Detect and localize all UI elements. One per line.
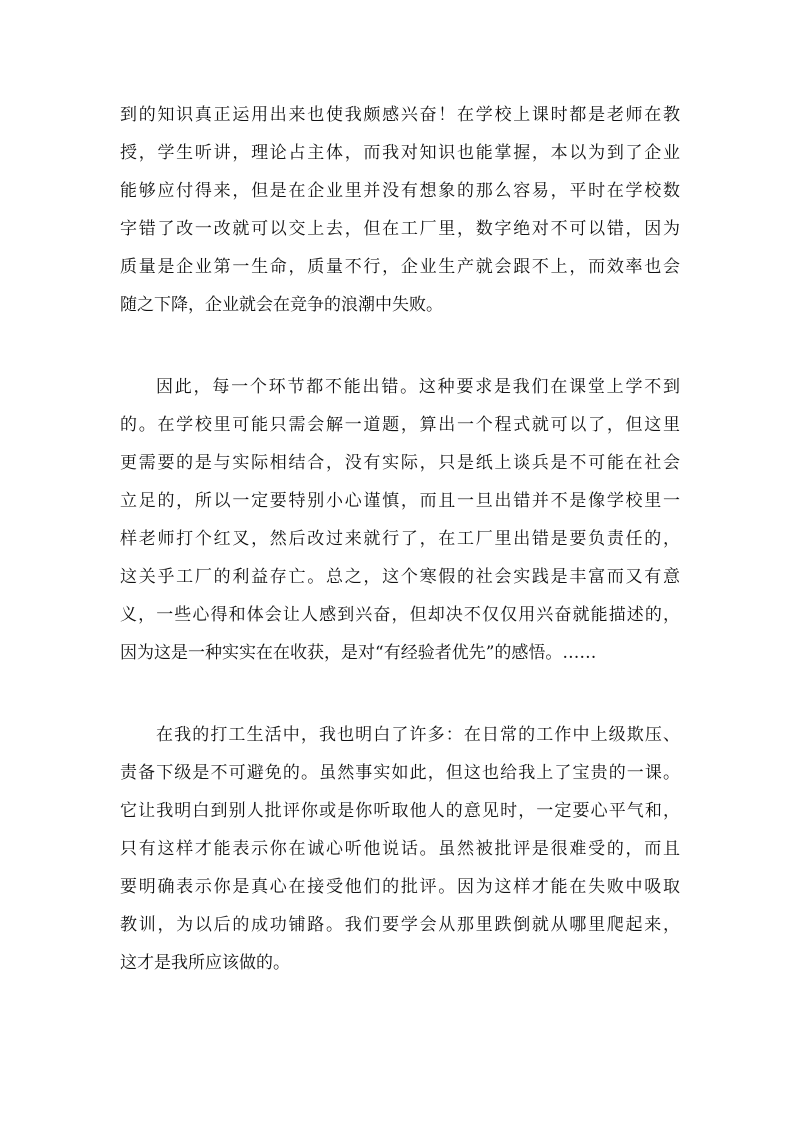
text-line: 它让我明白到别人批评你或是你听取他人的意见时，一定要心平气和， (120, 801, 680, 821)
text-line: 责备下级是不可避免的。虽然事实如此，但这也给我上了宝贵的一课。 (120, 763, 680, 783)
paragraph-1 (120, 96, 680, 324)
text-line: 立足的，所以一定要特别小心谨慎，而且一旦出错并不是像学校里一 (120, 491, 680, 511)
text-line: 质量是企业第一生命，质量不行，企业生产就会跟不上，而效率也会 (120, 257, 680, 277)
text-line: 只有这样才能表示你在诚心听他说话。虽然被批评是很难受的，而且 (120, 839, 680, 859)
text-line: 因为这是一种实实在在收获，是对“有经验者优先”的感悟。…… (120, 643, 597, 663)
text-line: 义，一些心得和体会让人感到兴奋，但却决不仅仅用兴奋就能描述的， (120, 605, 680, 625)
text-line: 在我的打工生活中，我也明白了许多：在日常的工作中上级欺压、 (156, 725, 680, 745)
text-line: 的。在学校里可能只需会解一道题，算出一个程式就可以了，但这里 (120, 415, 680, 435)
paragraph-3 (120, 716, 680, 982)
text-line: 这才是我所应该做的。 (120, 953, 290, 973)
text-line: 授，学生听讲，理论占主体，而我对知识也能掌握，本以为到了企业 (120, 143, 680, 163)
text-line: 字错了改一改就可以交上去，但在工厂里，数字绝对不可以错，因为 (120, 219, 680, 239)
text-line: 更需要的是与实际相结合，没有实际，只是纸上谈兵是不可能在社会 (120, 453, 680, 473)
text-line: 因此，每一个环节都不能出错。这种要求是我们在课堂上学不到 (156, 377, 680, 397)
text-line: 样老师打个红叉，然后改过来就行了，在工厂里出错是要负责任的， (120, 529, 680, 549)
text-line: 能够应付得来，但是在企业里并没有想象的那么容易，平时在学校数 (120, 181, 680, 201)
paragraph-2 (120, 368, 680, 672)
text-line: 这关乎工厂的利益存亡。总之，这个寒假的社会实践是丰富而又有意 (120, 567, 680, 587)
text-line: 要明确表示你是真心在接受他们的批评。因为这样才能在失败中吸取 (120, 877, 680, 897)
text-line: 随之下降，企业就会在竞争的浪潮中失败。 (120, 295, 443, 315)
text-line: 教训，为以后的成功铺路。我们要学会从那里跌倒就从哪里爬起来， (120, 915, 680, 935)
text-line: 到的知识真正运用出来也使我颇感兴奋！在学校上课时都是老师在教 (120, 105, 680, 125)
